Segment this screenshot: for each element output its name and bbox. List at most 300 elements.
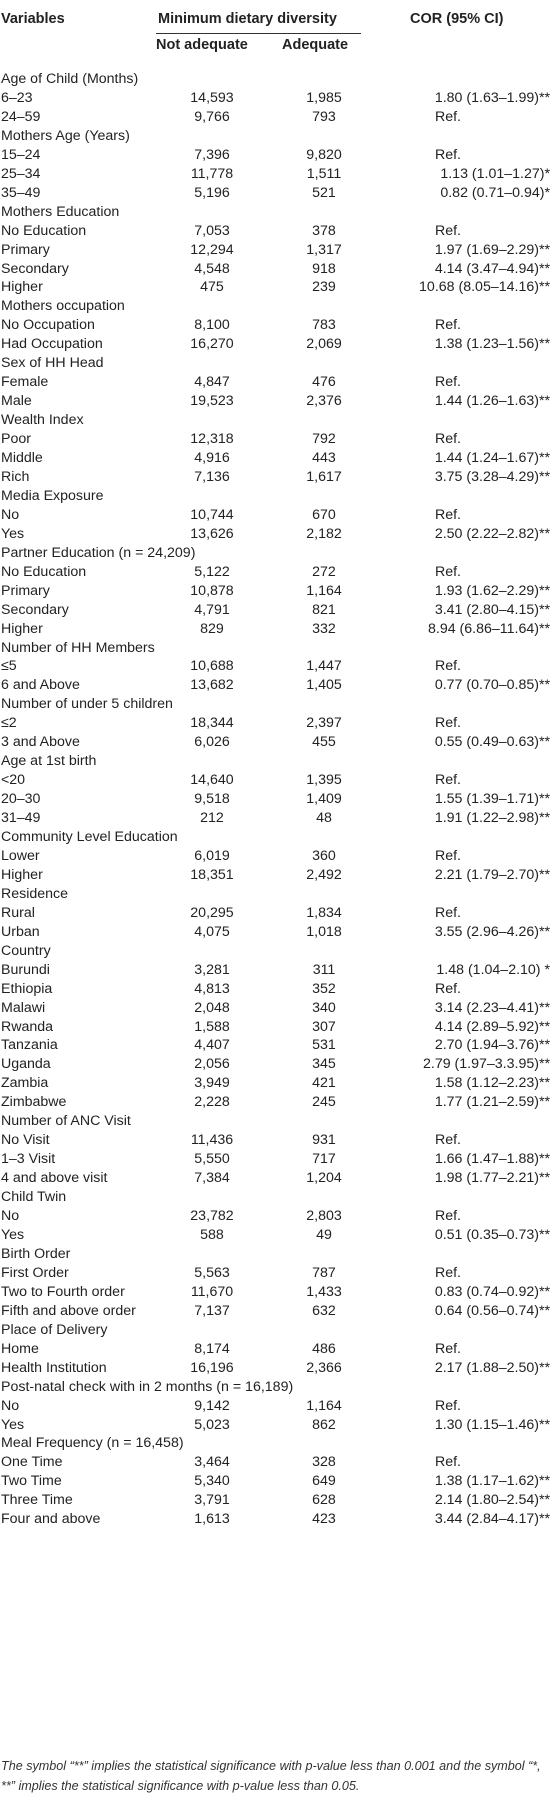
not-adequate-cell: 14,640 [190,772,234,789]
not-adequate-cell: 4,075 [194,923,230,940]
cor-cell: Ref. [434,1132,462,1149]
category-row [0,354,558,373]
cor-cell: 3.55 (2.96–4.26)** [434,923,550,940]
cor-cell: 0.77 (0.70–0.85)** [434,677,550,694]
adequate-cell: 1,511 [306,165,342,182]
table-row [0,847,558,866]
not-adequate-cell: 11,436 [190,1132,234,1149]
table-row [0,1416,558,1435]
row-label: Age at 1st birth [1,753,97,770]
cor-cell: 0.83 (0.74–0.92)** [434,1283,550,1300]
table-row [0,714,558,733]
not-adequate-cell: 3,281 [194,961,230,978]
table-row [0,733,558,752]
table-row [0,1283,558,1302]
adequate-cell: 360 [312,847,336,864]
row-label: Middle [1,450,43,466]
adequate-cell: 531 [312,1037,336,1054]
adequate-cell: 443 [312,450,336,466]
not-adequate-cell: 6,026 [194,734,230,751]
table-row [0,430,558,449]
not-adequate-cell: 3,464 [194,1454,230,1471]
adequate-cell: 1,834 [306,904,342,921]
row-label: No [1,1208,20,1224]
cor-cell: 1.44 (1.24–1.67)** [434,450,550,466]
row-label: Primary [1,582,50,599]
adequate-cell: 1,164 [306,1397,342,1414]
row-label: Number of HH Members [1,639,155,656]
not-adequate-cell: 9,142 [194,1397,230,1414]
not-adequate-cell: 475 [200,279,224,296]
adequate-cell: 1,018 [306,923,342,940]
adequate-cell: 48 [316,810,332,826]
adequate-cell: 1,409 [306,791,342,808]
row-label: 6 and Above [1,677,80,694]
cor-cell: Ref. [434,317,462,334]
row-label: No [1,506,20,523]
adequate-cell: 793 [312,108,336,125]
table-row [0,1055,558,1074]
row-label: First Order [1,1264,69,1281]
row-label: ≤2 [1,715,17,732]
table-row [0,373,558,392]
row-label: No Education [1,563,87,580]
row-label: Child Twin [1,1189,67,1205]
not-adequate-cell: 7,053 [194,222,230,239]
category-row [0,544,558,563]
cor-cell: Ref. [434,1208,462,1224]
header-not-adequate: Not adequate [156,37,248,53]
cor-cell: Ref. [434,222,462,239]
row-label: Rich [1,468,30,485]
cor-cell: Ref. [434,847,462,864]
adequate-cell: 476 [312,374,336,391]
not-adequate-cell: 18,344 [190,715,234,732]
not-adequate-cell: 20,295 [190,904,234,921]
cor-cell: Ref. [434,374,462,391]
row-label: Country [1,942,51,959]
not-adequate-cell: 8,174 [194,1340,230,1357]
row-label: 35–49 [1,184,41,201]
not-adequate-cell: 4,813 [194,980,230,997]
row-label: 3 and Above [1,734,80,751]
not-adequate-cell: 23,782 [190,1208,234,1224]
cor-cell: Ref. [434,431,462,448]
table-row [0,1264,558,1283]
adequate-cell: 378 [312,222,336,239]
category-row [0,203,558,222]
not-adequate-cell: 4,916 [194,450,230,466]
cor-cell: 1.48 (1.04–2.10) * [436,961,550,978]
not-adequate-cell: 7,396 [194,146,230,163]
not-adequate-cell: 13,682 [190,677,234,694]
cor-cell: 1.13 (1.01–1.27)* [440,165,550,182]
cor-cell: Ref. [434,1340,462,1357]
row-label: Four and above [1,1511,101,1528]
row-label: Secondary [1,260,69,277]
table-row [0,89,558,108]
adequate-cell: 2,069 [306,336,342,353]
cor-cell: 1.93 (1.62–2.29)** [434,582,550,599]
table-row [0,241,558,260]
row-label: Residence [1,885,69,902]
category-row [0,411,558,430]
adequate-cell: 2,803 [306,1208,342,1224]
cor-cell: 3.41 (2.80–4.15)** [434,601,550,618]
row-label: 31–49 [1,810,41,826]
not-adequate-cell: 9,766 [194,108,230,125]
adequate-cell: 1,395 [306,772,342,789]
row-label: Ethiopia [1,980,53,997]
table-row [0,1036,558,1055]
row-label: Home [1,1340,39,1357]
adequate-cell: 345 [312,1056,336,1073]
adequate-cell: 931 [312,1132,336,1149]
row-label: 25–34 [1,165,41,182]
table-row [0,1131,558,1150]
adequate-cell: 2,366 [306,1359,342,1376]
adequate-cell: 311 [312,961,336,978]
not-adequate-cell: 12,294 [190,241,234,258]
table-row [0,184,558,203]
table-row [0,790,558,809]
row-label: Age of Child (Months) [1,71,139,87]
cor-cell: 0.82 (0.71–0.94)* [440,184,550,201]
row-label: Urban [1,923,40,940]
table-row [0,980,558,999]
row-label: Uganda [1,1056,51,1073]
category-row [0,297,558,316]
row-label: Media Exposure [1,487,104,504]
row-label: Higher [1,279,43,296]
table-row [0,771,558,790]
cor-cell: Ref. [434,772,462,789]
table-row [0,525,558,544]
row-label: Tanzania [1,1037,58,1054]
row-label: Sex of HH Head [1,355,104,372]
row-label: Two to Fourth order [1,1283,125,1300]
not-adequate-cell: 16,196 [190,1359,234,1376]
cor-cell: 0.55 (0.49–0.63)** [434,734,550,751]
cor-cell: 1.66 (1.47–1.88)** [434,1151,550,1168]
table-row [0,999,558,1018]
header-group: Minimum dietary diversity [158,11,337,27]
row-label: Malawi [1,999,46,1016]
row-label: Higher [1,620,43,637]
cor-cell: 1.55 (1.39–1.71)** [434,791,550,808]
row-label: Community Level Education [1,829,178,845]
adequate-cell: 272 [312,563,336,580]
adequate-cell: 821 [312,601,336,618]
adequate-cell: 245 [312,1094,336,1111]
adequate-cell: 783 [312,317,336,334]
cor-cell: 1.80 (1.63–1.99)** [434,90,550,106]
not-adequate-cell: 5,122 [194,563,230,580]
adequate-cell: 421 [312,1075,336,1092]
cor-cell: Ref. [434,1454,462,1471]
cor-cell: 1.98 (1.77–2.21)** [434,1170,550,1187]
row-label: Meal Frequency (n = 16,458) [1,1435,184,1452]
not-adequate-cell: 11,778 [190,165,234,182]
category-row [0,1434,558,1453]
row-label: Birth Order [1,1245,71,1262]
adequate-cell: 352 [312,980,336,997]
table-row [0,108,558,127]
adequate-cell: 628 [312,1492,336,1509]
table-row [0,316,558,335]
row-label: Yes [1,1227,25,1243]
cor-cell: 3.14 (2.23–4.41)** [434,999,550,1016]
table-row [0,809,558,828]
adequate-cell: 486 [312,1340,336,1357]
table-row [0,335,558,354]
not-adequate-cell: 4,407 [194,1037,230,1054]
not-adequate-cell: 13,626 [190,525,234,542]
cor-cell: Ref. [434,146,462,163]
row-label: Higher [1,866,43,883]
table-row [0,657,558,676]
category-row [0,1188,558,1207]
row-label: 1–3 Visit [1,1151,56,1168]
cor-cell: 2.70 (1.94–3.76)** [434,1037,550,1054]
not-adequate-cell: 588 [200,1227,224,1243]
cor-cell: Ref. [434,1264,462,1281]
not-adequate-cell: 19,523 [190,393,234,410]
row-label: Had Occupation [1,336,103,353]
adequate-cell: 1,317 [306,241,342,258]
adequate-cell: 787 [312,1264,336,1281]
not-adequate-cell: 2,056 [194,1056,230,1073]
table-row [0,1150,558,1169]
adequate-cell: 239 [312,279,336,296]
not-adequate-cell: 6,019 [194,847,230,864]
not-adequate-cell: 10,878 [190,582,234,599]
row-label: Yes [1,1416,25,1433]
cor-cell: 1.91 (1.22–2.98)** [434,810,550,826]
row-label: Two Time [1,1473,62,1490]
cor-cell: 2.21 (1.79–2.70)** [434,866,550,883]
adequate-cell: 1,164 [306,582,342,599]
row-label: Partner Education (n = 24,209) [1,544,196,561]
row-label: Lower [1,847,40,864]
row-label: Wealth Index [1,412,84,429]
not-adequate-cell: 14,593 [190,90,234,106]
not-adequate-cell: 3,949 [194,1075,230,1092]
category-row [0,127,558,146]
cor-cell: 2.14 (1.80–2.54)** [434,1492,550,1509]
table-row [0,582,558,601]
adequate-cell: 1,985 [306,90,342,106]
row-label: 24–59 [1,108,41,125]
row-label: Zimbabwe [1,1094,67,1111]
category-row [0,828,558,847]
cor-cell: 2.79 (1.97–3.3.95)** [423,1056,550,1073]
row-label: 15–24 [1,146,41,163]
adequate-cell: 649 [312,1473,336,1490]
row-label: 4 and above visit [1,1170,108,1187]
table-row [0,1169,558,1188]
table-row [0,601,558,620]
row-label: One Time [1,1454,63,1471]
category-row [0,942,558,961]
not-adequate-cell: 16,270 [190,336,234,353]
cor-cell: 8.94 (6.86–11.64)** [428,620,550,637]
adequate-cell: 2,492 [306,866,342,883]
table-row [0,449,558,468]
table-row [0,563,558,582]
cor-cell: 1.38 (1.17–1.62)** [434,1473,550,1490]
adequate-cell: 2,397 [306,715,342,732]
not-adequate-cell: 4,847 [194,374,230,391]
row-label: Place of Delivery [1,1321,108,1338]
table-row [0,1453,558,1472]
table-row [0,260,558,279]
adequate-cell: 670 [312,506,336,523]
row-label: Rural [1,904,35,921]
adequate-cell: 9,820 [306,146,342,163]
table-row [0,1359,558,1378]
adequate-cell: 792 [312,431,336,448]
header-adequate: Adequate [282,37,349,53]
cor-cell: 0.51 (0.35–0.73)** [434,1227,550,1243]
adequate-cell: 423 [312,1511,336,1528]
table-row [0,1207,558,1226]
row-label: Yes [1,525,25,542]
not-adequate-cell: 212 [200,810,224,826]
table-row [0,676,558,695]
not-adequate-cell: 1,588 [194,1018,230,1035]
not-adequate-cell: 1,613 [194,1511,230,1528]
row-label: Three Time [1,1492,73,1509]
cor-cell: Ref. [434,715,462,732]
not-adequate-cell: 2,228 [194,1094,230,1111]
category-row [0,752,558,771]
table-row [0,1093,558,1112]
adequate-cell: 49 [316,1227,332,1243]
row-label: Post-natal check with in 2 months (n = 16,189) [1,1378,294,1395]
table-footnote: The symbol “**” implies the statistical significance with p-value less than 0.001 and the symbol “*, **” implies the statistical significance with p-value less than 0.05. [1,1759,541,1793]
row-label: Mothers Education [1,203,120,220]
row-label: Zambia [1,1075,49,1092]
category-row [0,70,558,89]
cor-cell: 1.77 (1.21–2.59)** [434,1094,550,1111]
category-row [0,639,558,658]
table-row [0,1018,558,1037]
table-row [0,1397,558,1416]
adequate-cell: 521 [312,184,336,201]
adequate-cell: 1,617 [306,468,342,485]
row-label: Poor [1,431,31,448]
cor-cell: Ref. [434,904,462,921]
table-row [0,278,558,297]
table-row [0,222,558,241]
cor-cell: 10.68 (8.05–14.16)** [419,279,550,296]
row-label: No Education [1,222,87,239]
row-label: Secondary [1,601,69,618]
table-row [0,146,558,165]
cor-cell: Ref. [434,563,462,580]
not-adequate-cell: 5,550 [194,1151,230,1168]
adequate-cell: 1,204 [306,1170,342,1187]
not-adequate-cell: 10,688 [190,658,234,675]
cor-cell: Ref. [434,1397,462,1414]
row-label: Mothers Age (Years) [1,127,130,144]
not-adequate-cell: 5,563 [194,1264,230,1281]
category-row [0,695,558,714]
cor-cell: 3.75 (3.28–4.29)** [434,468,550,485]
table-row [0,1472,558,1491]
not-adequate-cell: 4,548 [194,260,230,277]
category-row [0,487,558,506]
not-adequate-cell: 12,318 [190,431,234,448]
table-row [0,961,558,980]
row-label: Fifth and above order [1,1302,136,1319]
not-adequate-cell: 3,791 [194,1492,230,1509]
not-adequate-cell: 7,384 [194,1170,230,1187]
row-label: Mothers occupation [1,298,125,315]
adequate-cell: 1,447 [306,658,342,675]
not-adequate-cell: 5,196 [194,184,230,201]
cor-cell: 1.44 (1.26–1.63)** [434,393,550,410]
row-label: No [1,1397,20,1414]
not-adequate-cell: 8,100 [194,317,230,334]
not-adequate-cell: 5,023 [194,1416,230,1433]
category-row [0,1378,558,1397]
row-label: 20–30 [1,791,41,808]
table-row [0,506,558,525]
table-row [0,1226,558,1245]
not-adequate-cell: 10,744 [190,506,234,523]
not-adequate-cell: 11,670 [190,1283,234,1300]
row-label: <20 [1,772,26,789]
not-adequate-cell: 2,048 [194,999,230,1016]
adequate-cell: 918 [312,260,336,277]
adequate-cell: 332 [312,620,336,637]
cor-cell: 1.58 (1.12–2.23)** [434,1075,550,1092]
cor-cell: 2.50 (2.22–2.82)** [434,525,550,542]
row-label: Female [1,374,49,391]
header-cor: COR (95% CI) [410,11,504,27]
cor-cell: 0.64 (0.56–0.74)** [434,1302,550,1319]
cor-cell: 1.97 (1.69–2.29)** [434,241,550,258]
adequate-cell: 2,182 [306,525,342,542]
table-row [0,866,558,885]
row-label: ≤5 [1,658,17,675]
not-adequate-cell: 18,351 [190,866,234,883]
row-label: Primary [1,241,50,258]
adequate-cell: 455 [312,734,336,751]
cor-cell: Ref. [434,506,462,523]
row-label: Rwanda [1,1018,54,1035]
cor-cell: 1.38 (1.23–1.56)** [434,336,550,353]
cor-cell: 2.17 (1.88–2.50)** [434,1359,550,1376]
adequate-cell: 328 [312,1454,336,1471]
not-adequate-cell: 829 [200,620,224,637]
row-label: Burundi [1,961,50,978]
category-row [0,1321,558,1340]
category-row [0,885,558,904]
not-adequate-cell: 4,791 [194,601,230,618]
adequate-cell: 307 [312,1018,336,1035]
table-row [0,468,558,487]
category-row [0,1112,558,1131]
table-row [0,1074,558,1093]
table-row [0,1510,558,1529]
not-adequate-cell: 7,137 [194,1302,230,1319]
adequate-cell: 862 [312,1416,336,1433]
adequate-cell: 340 [312,999,336,1016]
not-adequate-cell: 9,518 [194,791,230,808]
